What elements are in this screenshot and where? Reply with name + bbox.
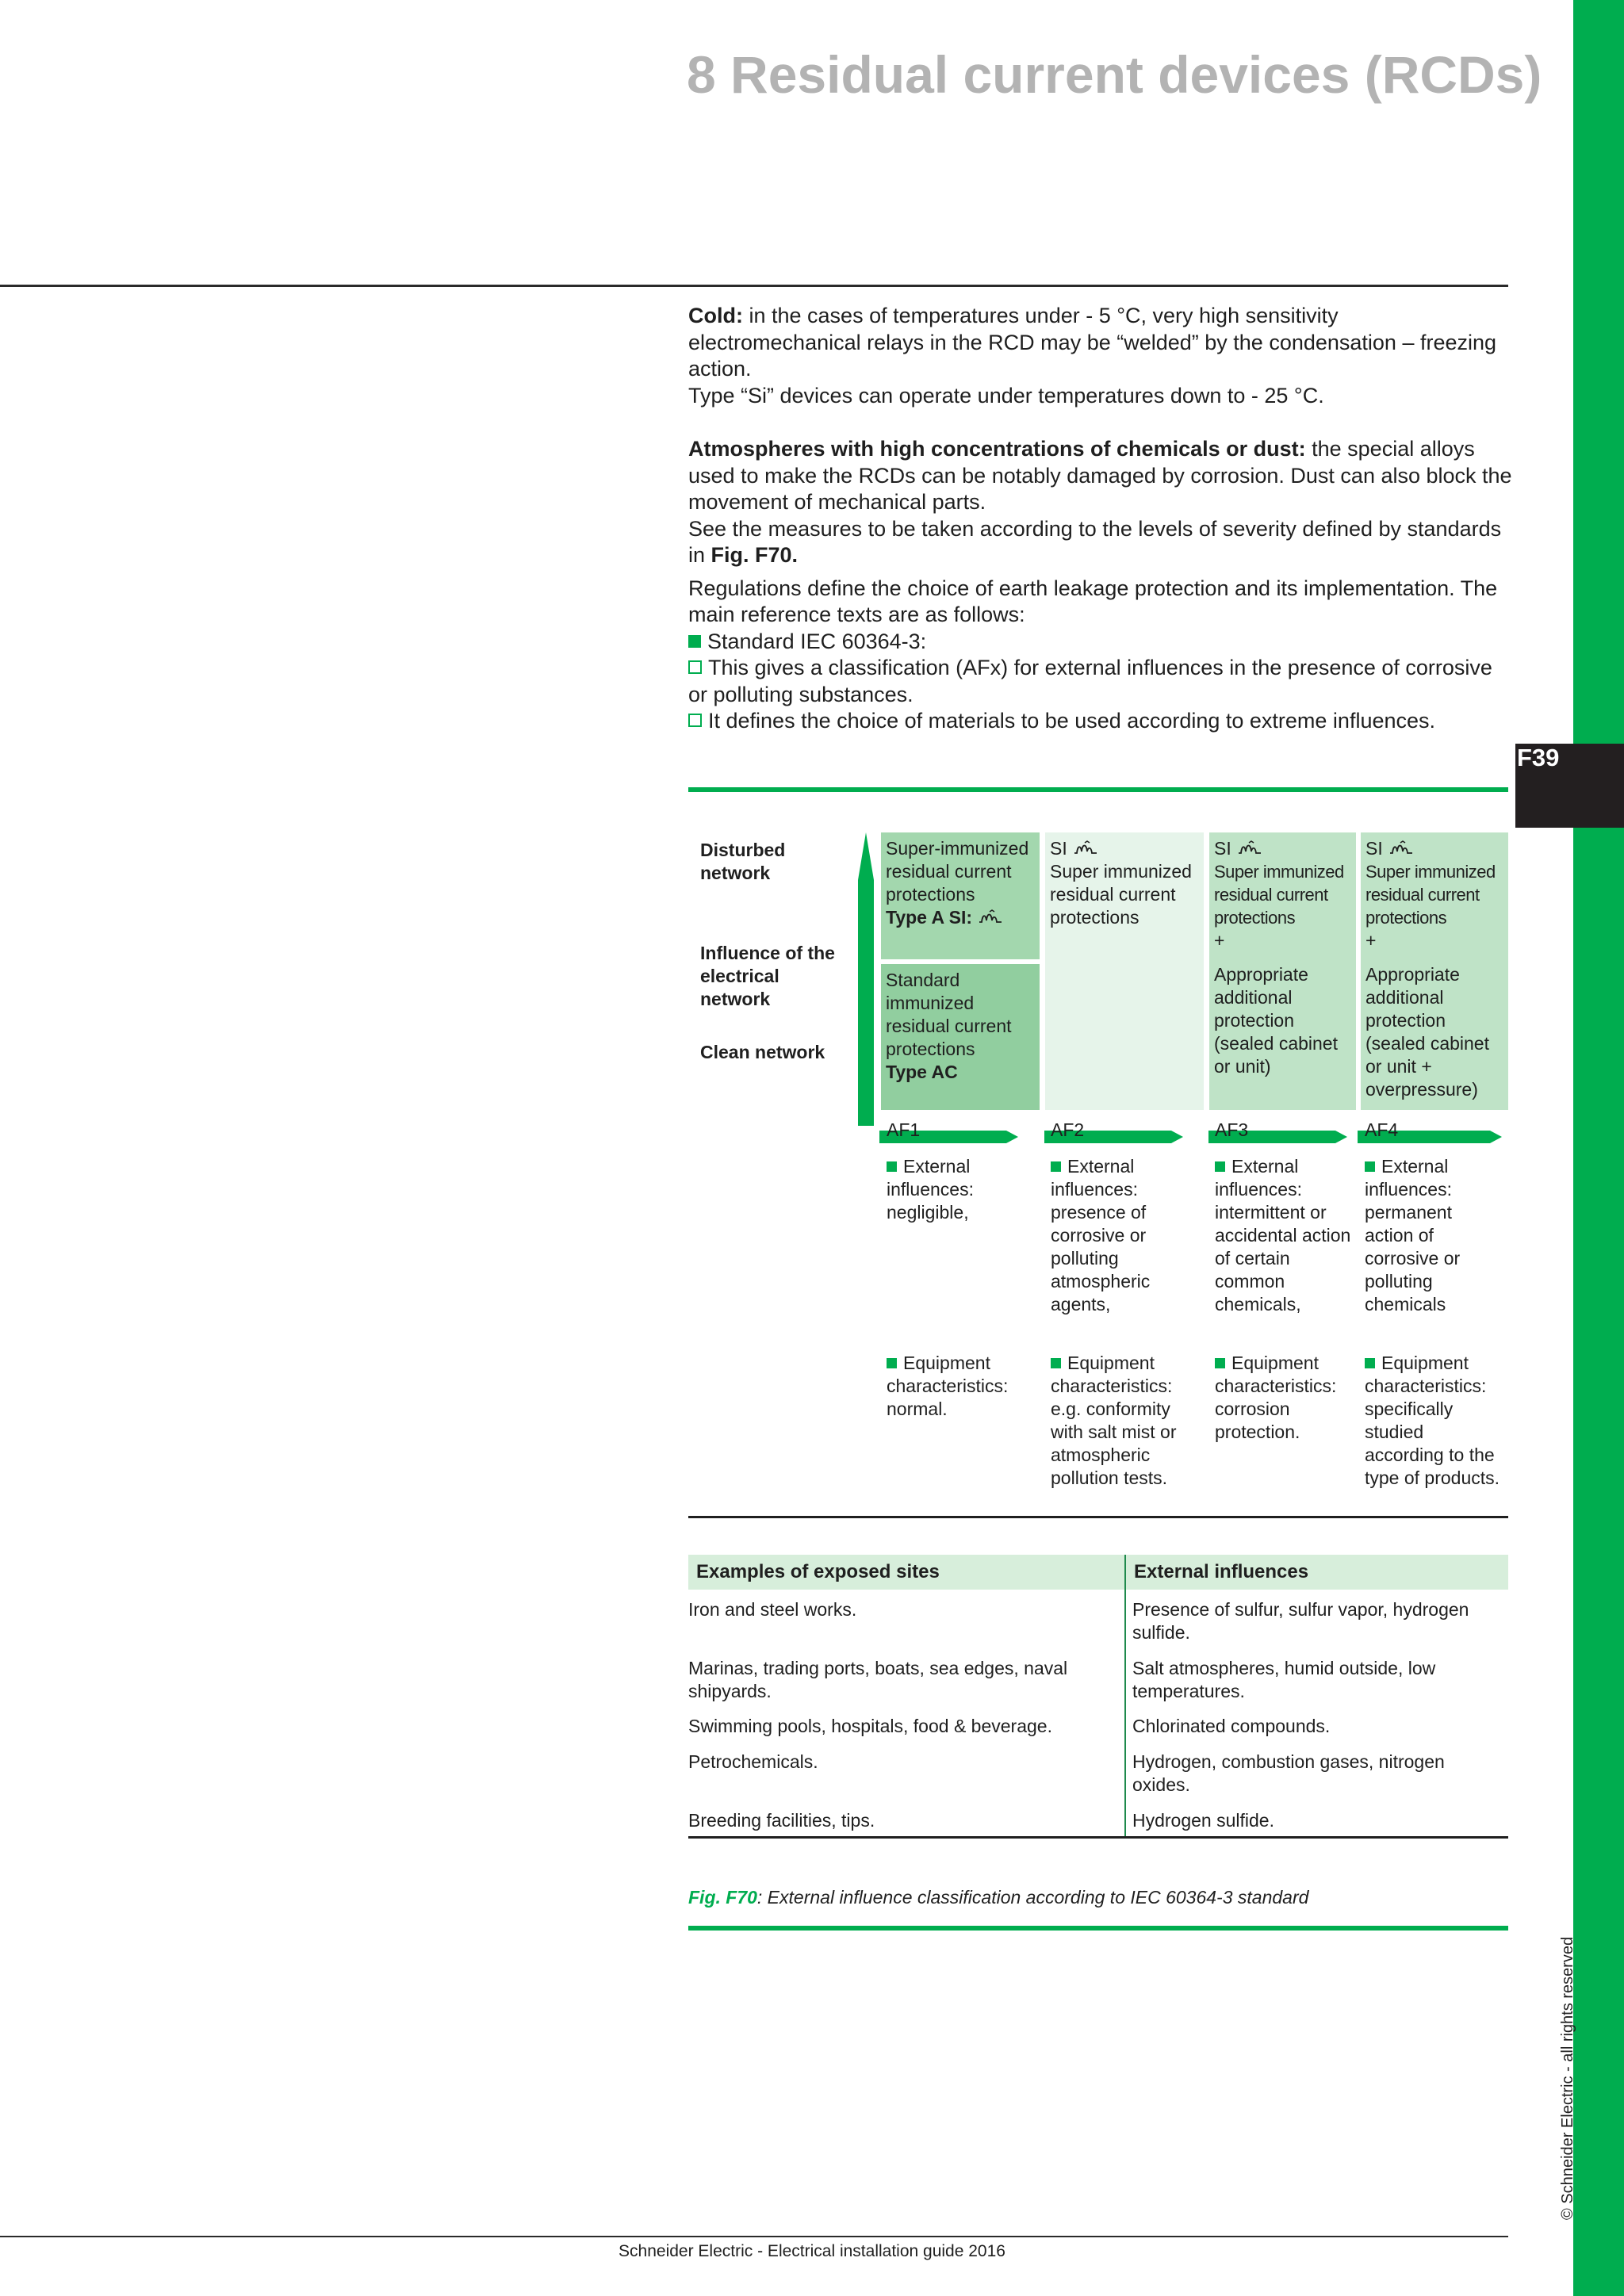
figure-label: Fig. F70 xyxy=(688,1887,757,1908)
green-square-bullet-icon xyxy=(887,1161,897,1172)
footer-rule xyxy=(0,2236,1508,2237)
af1-top-cell xyxy=(881,832,1040,959)
table-column-divider xyxy=(1124,1555,1126,1836)
atmosphere-label: Atmospheres with high concentrations of chemicals or dust: xyxy=(688,437,1306,461)
sub-bullet-item xyxy=(688,708,1513,735)
figure-caption-text: : External influence classification according to IEC 60364-3 standard xyxy=(756,1887,1309,1908)
body-text xyxy=(688,303,1513,735)
filled-square-bullet-icon xyxy=(688,635,701,648)
af4-si: SI xyxy=(1365,837,1503,860)
cold-paragraph xyxy=(688,303,1513,383)
green-square-bullet-icon xyxy=(1215,1358,1225,1368)
af1-bottom-cell xyxy=(881,964,1040,1110)
green-square-bullet-icon xyxy=(887,1358,897,1368)
table-bottom-rule xyxy=(688,1836,1508,1839)
green-square-bullet-icon xyxy=(1365,1161,1375,1172)
label-clean-network: Clean network xyxy=(700,1042,825,1062)
af3-cell xyxy=(1209,832,1356,1110)
af2-label: AF2 xyxy=(1051,1119,1085,1140)
empty-square-bullet-icon xyxy=(688,660,702,674)
af1-type-ac: Type AC xyxy=(886,1062,958,1082)
cold-text: in the cases of temperatures under - 5 °C, very high sensitivity electromechanical relays in the RCD may be “welded” by the condensation – freezing action. xyxy=(688,304,1497,381)
green-square-bullet-icon xyxy=(1365,1358,1375,1368)
af3-equipment: Equipment characteristics: corrosion protection. xyxy=(1215,1353,1337,1442)
af4-influence: External influences: permanent action of corrosive or polluting chemicals xyxy=(1365,1156,1461,1314)
super-immunized-icon xyxy=(1388,840,1415,856)
footer-text: Schneider Electric - Electrical installation guide 2016 xyxy=(619,2242,1005,2260)
af2-si: SI xyxy=(1050,837,1199,860)
green-square-bullet-icon xyxy=(1215,1161,1225,1172)
page-number-tab: F39 xyxy=(1517,744,1560,771)
af2-text: Super immunized residual current protections xyxy=(1050,861,1192,928)
si-paragraph: Type “Si” devices can operate under temperatures down to - 25 °C. xyxy=(688,383,1324,408)
diagram-bottom-rule xyxy=(688,1516,1508,1518)
table-cell-influence: Chlorinated compounds. xyxy=(1132,1716,1331,1736)
table-cell-site: Iron and steel works. xyxy=(688,1599,857,1620)
super-immunized-icon xyxy=(1236,840,1263,856)
chapter-title: 8 Residual current devices (RCDs) xyxy=(687,45,1542,104)
sub-bullet-item xyxy=(688,655,1513,708)
af3-extra: Appropriate additional protection (sealed cabinet or unit) xyxy=(1214,964,1338,1077)
empty-square-bullet-icon xyxy=(688,714,702,727)
af4-plus: + xyxy=(1365,930,1377,951)
label-network-influence: Influence of the electrical network xyxy=(700,943,835,1009)
af4-label: AF4 xyxy=(1365,1119,1399,1140)
af3-label: AF3 xyxy=(1215,1119,1249,1140)
figure-reference: Fig. F70. xyxy=(710,543,799,567)
figure-bottom-rule xyxy=(688,1926,1508,1931)
af1-label: AF1 xyxy=(887,1119,921,1140)
bullet-text: Standard IEC 60364-3: xyxy=(707,629,927,653)
af-arrows xyxy=(879,1129,1514,1148)
super-immunized-icon xyxy=(1072,840,1099,856)
table-header-sites: Examples of exposed sites xyxy=(688,1555,1124,1590)
super-immunized-icon xyxy=(977,909,1004,925)
af3-si: SI xyxy=(1214,837,1351,860)
table-cell-site: Marinas, trading ports, boats, sea edges, naval shipyards. xyxy=(688,1658,1068,1701)
sub-bullet-text: It defines the choice of materials to be used according to extreme influences. xyxy=(708,709,1436,733)
copyright-notice: © Schneider Electric - all rights reserved xyxy=(1559,1936,1576,2220)
table-cell-influence: Hydrogen, combustion gases, nitrogen oxides. xyxy=(1132,1751,1445,1795)
sub-bullet-text: This gives a classification (AFx) for external influences in the presence of corrosive or polluting substances. xyxy=(688,656,1492,706)
side-green-bar xyxy=(1573,0,1624,2296)
af4-extra: Appropriate additional protection (sealed cabinet or unit + overpressure) xyxy=(1365,964,1489,1100)
green-square-bullet-icon xyxy=(1051,1161,1061,1172)
af1-bottom-text: Standard immunized residual current protections xyxy=(886,970,1012,1059)
header-rule xyxy=(0,285,1508,287)
measures-paragraph xyxy=(688,516,1513,569)
af1-influence: External influences: negligible, xyxy=(887,1156,974,1223)
af1-equipment: Equipment characteristics: normal. xyxy=(887,1353,1009,1419)
atmosphere-text: the special alloys used to make the RCDs can be notably damaged by corrosion. Dust can also block the movement of mechanical parts. xyxy=(688,437,1512,514)
figure-caption xyxy=(688,1887,1308,1908)
af4-cell xyxy=(1361,832,1508,1110)
table-cell-influence: Presence of sulfur, sulfur vapor, hydrogen sulfide. xyxy=(1132,1599,1469,1643)
regulations-paragraph: Regulations define the choice of earth leakage protection and its implementation. The main reference texts are as follows: xyxy=(688,576,1498,626)
table-cell-influence: Hydrogen sulfide. xyxy=(1132,1810,1274,1831)
af3-influence: External influences: intermittent or accidental action of certain common chemicals, xyxy=(1215,1156,1351,1314)
af3-plus: + xyxy=(1214,930,1225,951)
af1-top-text: Super-immunized residual current protections xyxy=(886,838,1029,905)
network-influence-arrow xyxy=(856,832,875,1126)
figure-top-rule xyxy=(688,787,1508,792)
table-cell-site: Swimming pools, hospitals, food & beverage. xyxy=(688,1716,1052,1736)
measures-text: See the measures to be taken according to the levels of severity defined by standards in xyxy=(688,516,1502,567)
af2-influence: External influences: presence of corrosive or polluting atmospheric agents, xyxy=(1051,1156,1151,1314)
atmosphere-paragraph xyxy=(688,436,1513,516)
green-square-bullet-icon xyxy=(1051,1358,1061,1368)
af3-text: Super immunized residual current protections xyxy=(1214,862,1344,928)
af2-cell xyxy=(1045,832,1204,1110)
table-header-influences: External influences xyxy=(1126,1555,1508,1590)
table-cell-site: Petrochemicals. xyxy=(688,1751,818,1772)
table-cell-site: Breeding facilities, tips. xyxy=(688,1810,875,1831)
cold-label: Cold: xyxy=(688,304,743,327)
af2-equipment: Equipment characteristics: e.g. conformity with salt mist or atmospheric pollution tests. xyxy=(1051,1353,1177,1488)
label-disturbed-network: Disturbed network xyxy=(700,840,786,883)
af4-equipment: Equipment characteristics: specifically studied according to the type of products. xyxy=(1365,1353,1500,1488)
table-cell-influence: Salt atmospheres, humid outside, low temperatures. xyxy=(1132,1658,1436,1701)
af1-type-a-si: Type A SI: xyxy=(886,906,1035,929)
bullet-item xyxy=(688,629,1513,656)
af4-text: Super immunized residual current protections xyxy=(1365,862,1496,928)
